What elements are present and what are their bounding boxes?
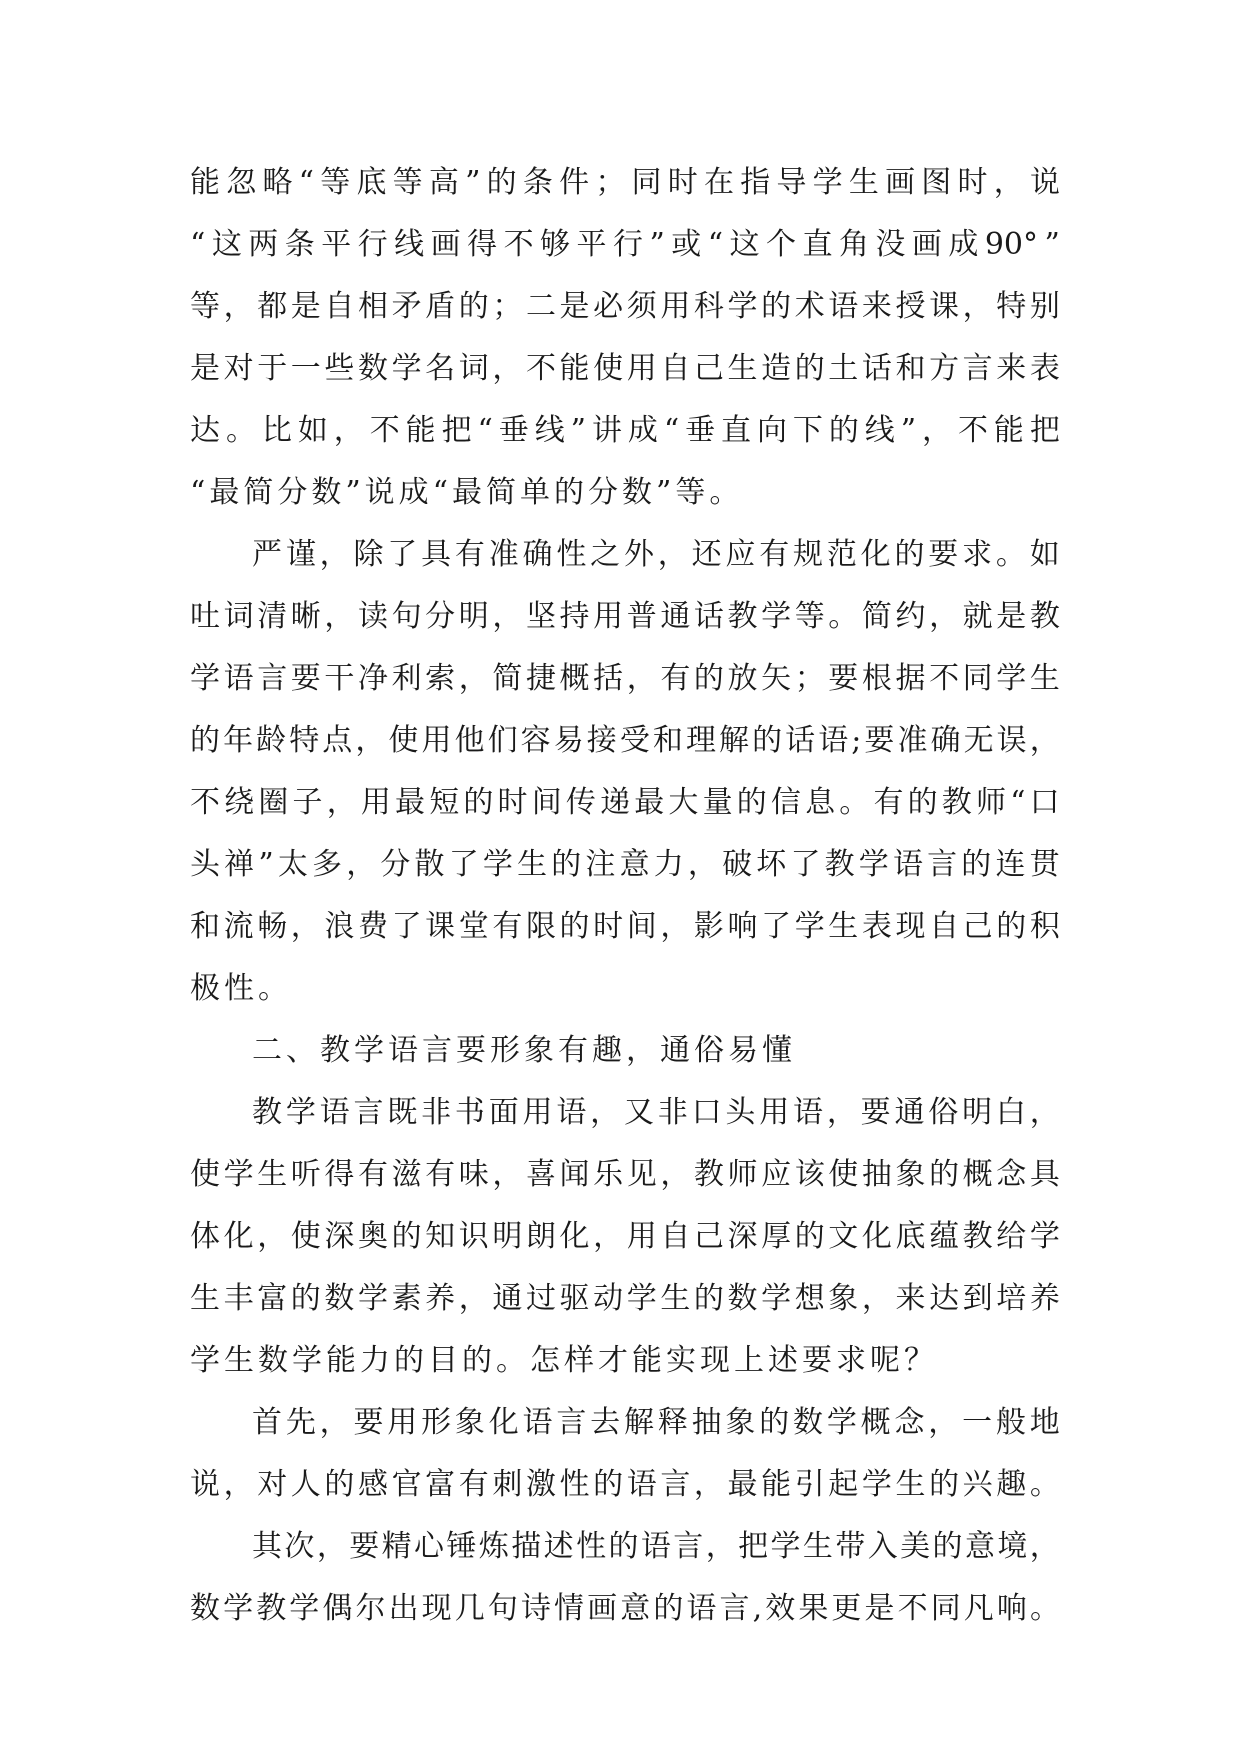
text-line: 等 ， 都 是 自 相 矛 盾 的 ； 二 是 必 须 用 科 学 的 术 语 来 授 课 ， 特 别 xyxy=(190,289,1060,324)
text-line: 吐 词 清 晰 ， 读 句 分 明 ， 坚 持 用 普 通 话 教 学 等 。 简 约 ， 就 是 教 xyxy=(190,599,1060,634)
text-line: 的 年 龄 特 点 ， 使 用 他 们 容 易 接 受 和 理 解 的 话 语 ; 要 准 确 无 误 ， xyxy=(190,723,1060,758)
text-line: 使 学 生 听 得 有 滋 有 味 ， 喜 闻 乐 见 ， 教 师 应 该 使 抽 象 的 概 念 具 xyxy=(190,1157,1060,1192)
text-line: 说 ， 对 人 的 感 官 富 有 刺 激 性 的 语 言 ， 最 能 引 起 学 生 的 兴 趣 。 xyxy=(190,1467,1060,1502)
text-line: 不 绕 圈 子 ， 用 最 短 的 时 间 传 递 最 大 量 的 信 息 。 有 的 教 师 “ 口 xyxy=(190,785,1060,820)
text-line: 头 禅 ” 太 多 ， 分 散 了 学 生 的 注 意 力 ， 破 坏 了 教 学 语 言 的 连 贯 xyxy=(190,847,1060,882)
text-line: “最简分数”说成“最简单的分数”等。 xyxy=(190,475,744,510)
text-line: 严 谨 ， 除 了 具 有 准 确 性 之 外 ， 还 应 有 规 范 化 的 要 求 。 如 xyxy=(252,537,1060,572)
text-line: 数 学 教 学 偶 尔 出 现 几 句 诗 情 画 意 的 语 言 , 效 果 更 是 不 同 凡 响 。 xyxy=(190,1591,1060,1626)
text-line: 极性。 xyxy=(190,971,292,1006)
text-line: 教 学 语 言 既 非 书 面 用 语 ， 又 非 口 头 用 语 ， 要 通 俗 明 白 ， xyxy=(252,1095,1060,1130)
text-line: 能 忽 略 “ 等 底 等 高 ” 的 条 件 ； 同 时 在 指 导 学 生 画 图 时 ， 说 xyxy=(190,165,1060,200)
text-line: 生 丰 富 的 数 学 素 养 ， 通 过 驱 动 学 生 的 数 学 想 象 ， 来 达 到 培 养 xyxy=(190,1281,1060,1316)
text-line: 学生数学能力的目的。怎样才能实现上述要求呢？ xyxy=(190,1343,938,1378)
text-line: “ 这 两 条 平 行 线 画 得 不 够 平 行 ” 或 “ 这 个 直 角 没 画 成 90° ” xyxy=(190,227,1060,262)
text-line: 体 化 ， 使 深 奥 的 知 识 明 朗 化 ， 用 自 己 深 厚 的 文 化 底 蕴 教 给 学 xyxy=(190,1219,1060,1254)
text-line: 学 语 言 要 干 净 利 索 ， 简 捷 概 括 ， 有 的 放 矢 ； 要 根 据 不 同 学 生 xyxy=(190,661,1060,696)
text-line: 其 次 ， 要 精 心 锤 炼 描 述 性 的 语 言 ， 把 学 生 带 入 美 的 意 境 ， xyxy=(252,1529,1060,1564)
text-line: 和 流 畅 ， 浪 费 了 课 堂 有 限 的 时 间 ， 影 响 了 学 生 表 现 自 己 的 积 xyxy=(190,909,1060,944)
text-line: 是 对 于 一 些 数 学 名 词 ， 不 能 使 用 自 己 生 造 的 土 话 和 方 言 来 表 xyxy=(190,351,1060,386)
body-text xyxy=(190,152,1060,1640)
text-line: 首 先 ， 要 用 形 象 化 语 言 去 解 释 抽 象 的 数 学 概 念 ， 一 般 地 xyxy=(252,1405,1060,1440)
text-line: 达 。 比 如 ， 不 能 把 “ 垂 线 ” 讲 成 “ 垂 直 向 下 的 线 ” ， 不 能 把 xyxy=(190,413,1060,448)
text-line: 二、教学语言要形象有趣，通俗易懂 xyxy=(252,1033,796,1068)
